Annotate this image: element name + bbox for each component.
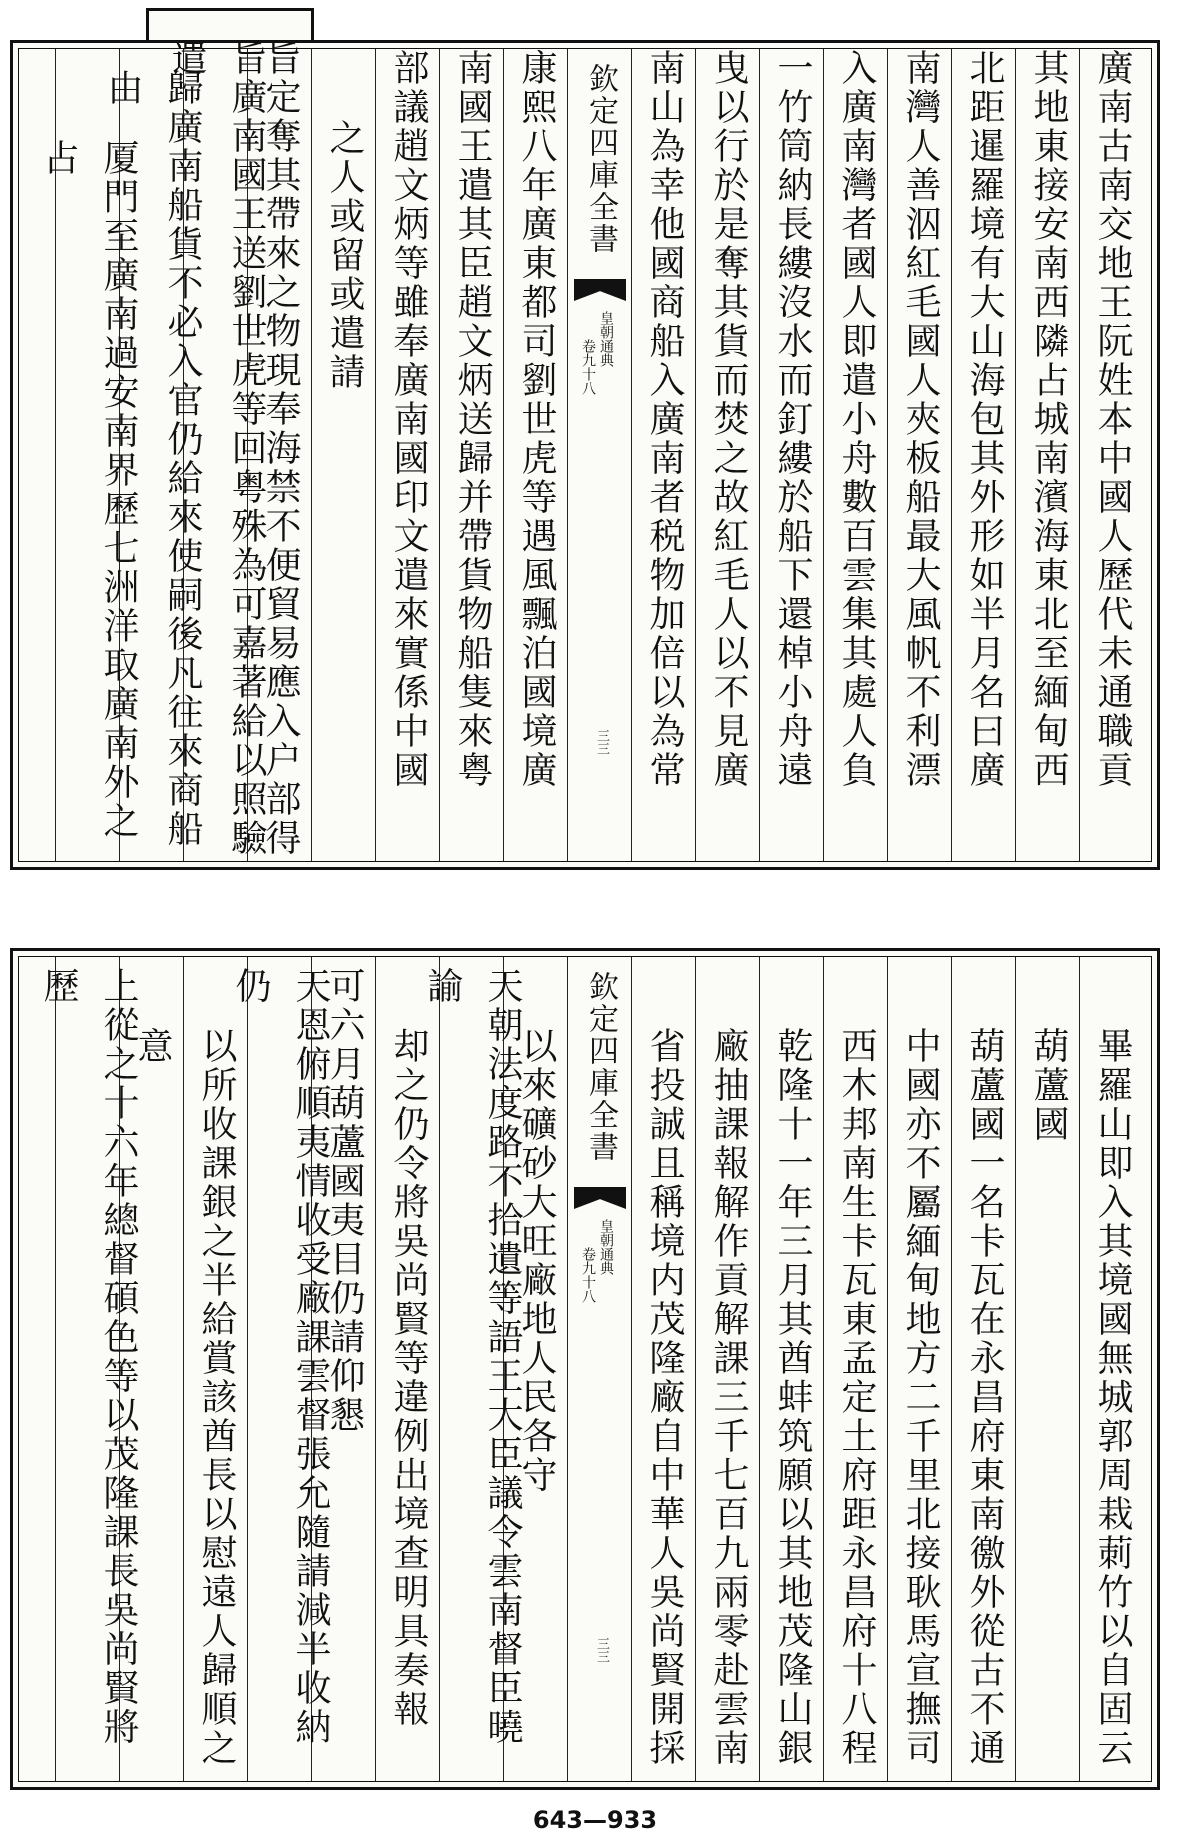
text-column [631,49,696,861]
column-text: 上從之十六年總督碩色等以茂隆課長吳尚賢將歷 [38,967,139,1747]
column-text: 葫蘆國一名卡瓦在永昌府東南徼外從古不通 [964,1027,1005,1768]
fish-tail-mark [574,279,626,301]
volume-number: 卷九十八 [580,1247,596,1303]
column-text: 省投誠且稱境内茂隆廠自中華人吳尚賢開採 [644,1027,685,1768]
text-column [1015,49,1080,861]
column-text: 北距暹羅境有大山海包其外形如半月名曰廣 [964,49,1005,790]
text-column [695,49,760,861]
fish-tail-mark [574,1187,626,1209]
column-text: 厦門至廣南過安南界歷七洲洋取廣南外之占 [38,139,139,841]
column-text: 部議趙文炳等雖奉廣南國印文遣來實係中國 [388,49,429,790]
text-column [183,957,248,1781]
text-column [38,49,139,861]
text-column [631,957,696,1781]
text-column [951,49,1016,861]
top-page [10,40,1160,870]
column-text: 却之仍令將吳尚賢等違例出境查明具奏報 [388,1027,429,1729]
text-column [375,49,440,861]
column-text: 中國亦不屬緬甸地方二千里北接耿馬宣撫司 [900,1027,941,1768]
column-text: 旨定奪其帶來之物現奉海禁不便貿易應入户部得 [260,39,301,858]
page-number: 三三 [594,1637,609,1663]
column-text: 之人或留或遣請 [324,119,365,392]
book-subtitle: 皇朝通典 [598,311,614,367]
bottom-page [10,948,1160,1790]
text-column [823,49,888,861]
column-text: 南山為幸他國商船入廣南者税物加倍以為常 [644,49,685,790]
center-gutter [567,49,632,861]
column-text: 曳以行於是奪其貨而焚之故紅毛人以不見廣 [708,49,749,790]
column-text: 旨廣南國王送劉世虎等回粤殊為可嘉著給以照驗遣 [166,39,267,858]
volume-number: 卷九十八 [580,339,596,395]
column-text: 南灣人善泅紅毛國人夾板船最大風帆不利漂 [900,49,941,790]
column-text: 以所收課銀之半給賞該酋長以慰遠人歸順之 [196,1027,237,1768]
column-text: 廠抽課報解作貢解課三千七百九兩零赴雲南 [708,1027,749,1768]
text-column [823,957,888,1781]
column-text: 畢羅山即入其境國無城郭周栽莿竹以自固云 [1092,1027,1133,1768]
text-column [38,957,139,1781]
bottom-page-frame [18,956,1152,1782]
text-column [887,957,952,1781]
text-column [375,957,440,1781]
column-text: 天恩俯順夷情收受廠課雲督張允隨請減半收納仍 [230,967,331,1747]
text-column [230,957,331,1781]
column-text: 葫蘆國 [1028,1027,1069,1144]
column-text: 意 [132,1027,173,1066]
book-title: 欽定四庫全書 [583,971,618,1163]
text-column [1079,49,1144,861]
book-subtitle: 皇朝通典 [598,1219,614,1275]
column-text: 乾隆十一年三月其酋蚌筑願以其地茂隆山銀 [772,1027,813,1768]
column-text: 以來礦砂大旺廠地人民各守 [516,1027,557,1495]
column-text: 康熙八年廣東都司劉世虎等遇風飄泊國境廣 [516,49,557,790]
text-column [695,957,760,1781]
column-text: 天朝法度路不拾遺等語王大臣議令雲南督臣曉諭 [422,967,523,1747]
text-column [759,49,824,861]
column-text: 可六月葫蘆國夷目仍請仰懇 [324,967,365,1435]
text-column [422,957,523,1781]
column-text: 西木邦南生卡瓦東孟定土府距永昌府十八程 [836,1027,877,1768]
top-page-frame [18,39,1152,862]
text-column [439,49,504,861]
center-gutter [567,957,632,1781]
text-column [887,49,952,861]
column-text: 歸廣南船貨不必入官仍給來使嗣後凡往來商船由 [102,69,203,849]
column-text: 其地東接安南西隣占城南濱海東北至緬甸西 [1028,49,1069,790]
page-number: 三三 [594,729,609,755]
column-text: 一竹筒納長縷沒水而釘縷於船下還棹小舟遠 [772,49,813,790]
column-text: 入廣南灣者國人即遣小舟數百雲集其處人負 [836,49,877,790]
text-column [759,957,824,1781]
text-column [1015,957,1080,1781]
text-column [1079,957,1144,1781]
book-title: 欽定四庫全書 [583,63,618,255]
text-column [951,957,1016,1781]
text-column [311,49,376,861]
column-text: 廣南古南交地王阮姓本中國人歷代未通職貢 [1092,49,1133,790]
text-column [503,49,568,861]
page-footer-number: 643—933 [532,1806,658,1834]
column-text: 南國王遣其臣趙文炳送歸并帶貨物船隻來粤 [452,49,493,790]
